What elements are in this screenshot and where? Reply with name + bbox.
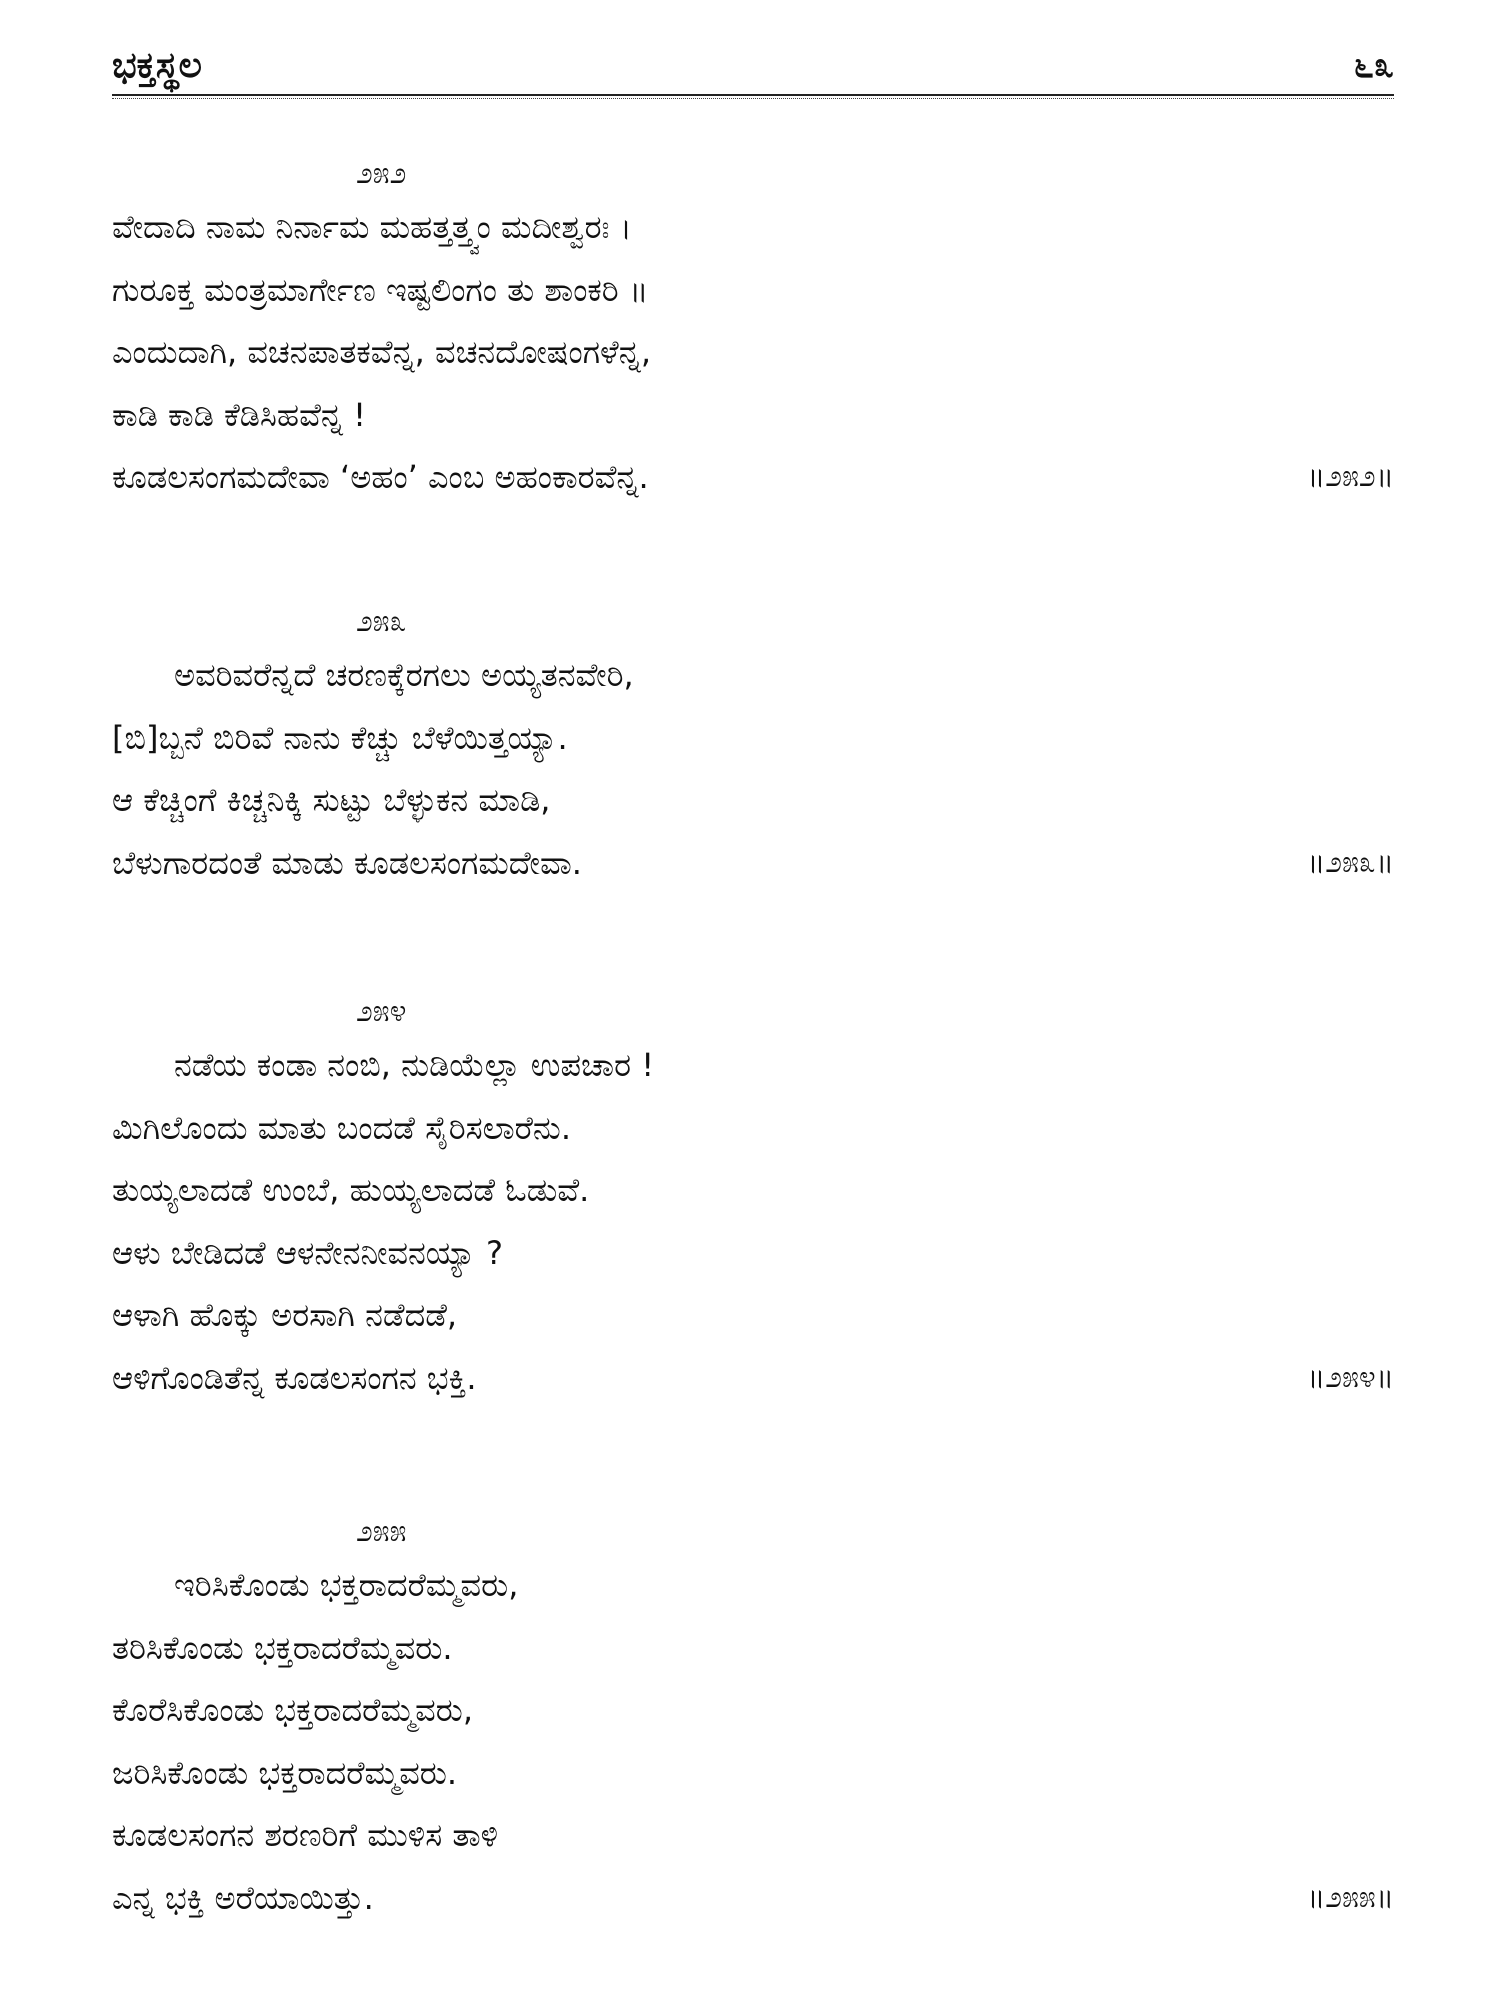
verse-line: ಕೂಡಲಸಂಗನ ಶರಣರಿಗೆ ಮುಳಿಸ ತಾಳಿ [112, 1816, 499, 1854]
verse-line: ನಡೆಯ ಕಂಡಾ ನಂಬಿ, ನುಡಿಯೆಲ್ಲಾ ಉಪಚಾರ ! [174, 1046, 655, 1084]
verse-line: ಮಿಗಿಲೊಂದು ಮಾತು ಬಂದಡೆ ಸೈರಿಸಲಾರೆನು. [112, 1108, 572, 1147]
page-number: ೬೩ [1353, 45, 1394, 86]
verse-line-text: ಕೂಡಲಸಂಗಮದೇವಾ ‘ಅಹಂ’ ಎಂಬ ಅಹಂಕಾರವೆನ್ನ. [112, 458, 649, 496]
verse-255 [112, 1510, 1394, 1929]
verse-line: ಆಳಾಗಿ ಹೊಕ್ಕು ಅರಸಾಗಿ ನಡೆದಡೆ, [112, 1296, 458, 1334]
verse-number: ೨೫೪ [356, 994, 407, 1029]
verse-line: ಜರಿಸಿಕೊಂಡು ಭಕ್ತರಾದರೆಮ್ಮವರು. [112, 1753, 458, 1792]
verse-line-text: ಆಳಿಗೊಂಡಿತೆನ್ನ ಕೂಡಲಸಂಗನ ಭಕ್ತಿ. [112, 1358, 477, 1397]
verse-line: ಆಳು ಬೇಡಿದಡೆ ಆಳನೇನನೀವನಯ್ಯಾ ? [112, 1233, 503, 1272]
verse-line: ಅವರಿವರೆನ್ನದೆ ಚರಣಕ್ಕೆರಗಲು ಅಯ್ಯತನವೇರಿ, [174, 656, 634, 694]
verse-line: ವೇದಾದಿ ನಾಮ ನಿರ್ನಾಮ ಮಹತ್ತತ್ತ್ವಂ ಮದೀಶ್ವರಃ । [112, 208, 632, 246]
verse-line-text: ಎನ್ನ ಭಕ್ತಿ ಅರೆಯಾಯಿತ್ತು. [112, 1878, 374, 1917]
header-rule [112, 94, 1394, 96]
verse-253 [112, 600, 1394, 894]
verse-line: [ಬಿ]ಬ್ಬನೆ ಬಿರಿವೆ ನಾನು ಕೆಚ್ಚು ಬೆಳೆಯಿತ್ತಯ್ಯಾ. [112, 718, 568, 757]
verse-end-mark: ॥೨೫೪॥ [1307, 1359, 1394, 1395]
verse-line-last [112, 1867, 1394, 1930]
verse-number: ೨೫೫ [356, 1514, 407, 1549]
verse-254 [112, 990, 1394, 1409]
verse-end-mark: ॥೨೫೨॥ [1307, 459, 1394, 494]
verse-line: ಕಾಡಿ ಕಾಡಿ ಕೆಡಿಸಿಹವೆನ್ನ ! [112, 395, 367, 434]
verse-line: ತರಿಸಿಕೊಂಡು ಭಕ್ತರಾದರೆಮ್ಮವರು. [112, 1628, 453, 1667]
running-title: ಭಕ್ತಸ್ಥಲ [112, 45, 202, 86]
verse-line-last [112, 446, 1394, 509]
verse-line-last [112, 832, 1394, 895]
verse-line: ಗುರೂಕ್ತ ಮಂತ್ರಮಾರ್ಗೇಣ ಇಷ್ಟಲಿಂಗಂ ತು ಶಾಂಕರಿ ॥ [112, 270, 649, 309]
verse-number: ೨೫೨ [356, 156, 407, 191]
verse-line: ಇರಿಸಿಕೊಂಡು ಭಕ್ತರಾದರೆಮ್ಮವರು, [174, 1566, 519, 1604]
header-rule-dotted [112, 98, 1394, 99]
verse-252 [112, 152, 1394, 509]
verse-line: ಕೊರೆಸಿಕೊಂಡು ಭಕ್ತರಾದರೆಮ್ಮವರು, [112, 1691, 473, 1729]
verse-line: ಎಂದುದಾಗಿ, ವಚನಪಾತಕವೆನ್ನ, ವಚನದೋಷಂಗಳೆನ್ನ, [112, 333, 651, 371]
verse-end-mark: ॥೨೫೩॥ [1307, 844, 1394, 880]
verse-number: ೨೫೩ [356, 604, 407, 639]
verse-line-last [112, 1347, 1394, 1410]
verse-end-mark: ॥೨೫೫॥ [1307, 1879, 1394, 1915]
page-header [112, 38, 1394, 94]
verse-line: ತುಯ್ಯಲಾದಡೆ ಉಂಬೆ, ಹುಯ್ಯಲಾದಡೆ ಓಡುವೆ. [112, 1171, 590, 1209]
verse-line-text: ಬೆಳುಗಾರದಂತೆ ಮಾಡು ಕೂಡಲಸಂಗಮದೇವಾ. [112, 843, 582, 882]
verse-line: ಆ ಕೆಚ್ಚಿಂಗೆ ಕಿಚ್ಚನಿಕ್ಕಿ ಸುಟ್ಟು ಬೆಳ್ಳುಕನ ಮಾಡಿ, [112, 781, 551, 819]
